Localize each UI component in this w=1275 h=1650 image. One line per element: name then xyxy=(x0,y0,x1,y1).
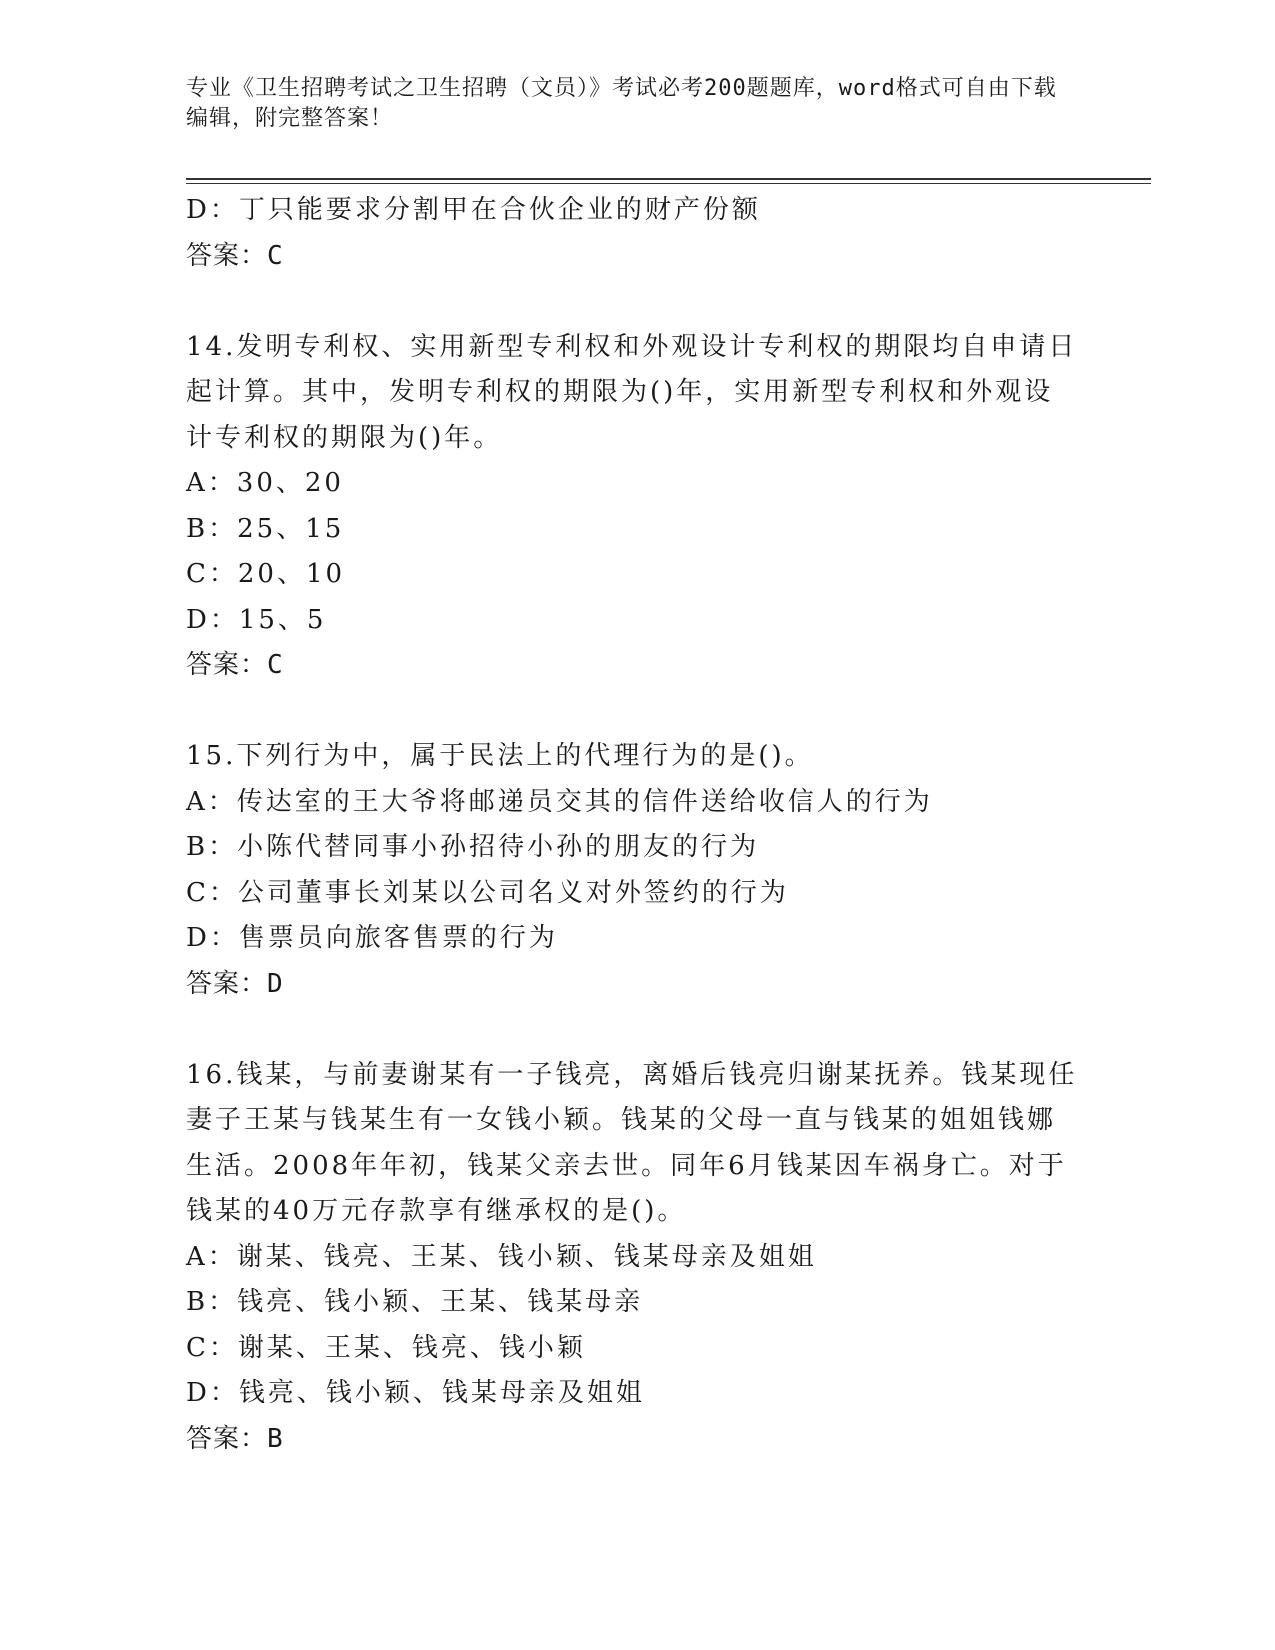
option-b: B：25、15 xyxy=(186,513,345,544)
question-stem-line: 妻子王某与钱某生有一女钱小颖。钱某的父母一直与钱某的姐姐钱娜 xyxy=(186,1105,1057,1135)
spacer xyxy=(186,279,1086,325)
answer: 答案：D xyxy=(186,968,284,999)
question-stem-line: 钱某的40万元存款享有继承权的是()。 xyxy=(186,1196,687,1226)
spacer xyxy=(186,689,1086,735)
spacer xyxy=(186,1007,1086,1053)
question-stem-line: 16.钱某，与前妻谢某有一子钱亮，离婚后钱亮归谢某抚养。钱某现任 xyxy=(186,1059,1078,1090)
answer: 答案：C xyxy=(186,650,284,680)
document-header: 专业《卫生招聘考试之卫生招聘（文员）》考试必考200题题库，word格式可自由下载编辑，附完整答案！ xyxy=(186,76,1057,131)
question-stem-line: 起计算。其中，发明专利权的期限为()年，实用新型专利权和外观设 xyxy=(186,377,1054,407)
option-c: C：公司董事长刘某以公司名义对外签约的行为 xyxy=(186,877,789,908)
header-divider-thin xyxy=(186,183,1151,184)
option-d-continued: D：丁只能要求分割甲在合伙企业的财产份额 xyxy=(186,195,761,225)
option-a: A：30、20 xyxy=(186,468,344,498)
option-d: D：15、5 xyxy=(186,604,327,635)
option-d: D：售票员向旅客售票的行为 xyxy=(186,923,558,953)
question-stem-line: 15.下列行为中，属于民法上的代理行为的是()。 xyxy=(186,741,814,771)
option-d: D：钱亮、钱小颖、钱某母亲及姐姐 xyxy=(186,1378,645,1408)
option-a: A：谢某、钱亮、王某、钱小颖、钱某母亲及姐姐 xyxy=(186,1241,817,1272)
question-stem-line: 计专利权的期限为()年。 xyxy=(186,422,503,453)
option-a: A：传达室的王大爷将邮递员交其的信件送给收信人的行为 xyxy=(186,786,933,817)
question-stem-line: 生活。2008年年初，钱某父亲去世。同年6月钱某因车祸身亡。对于 xyxy=(186,1150,1067,1181)
answer: 答案：B xyxy=(186,1423,284,1454)
option-b: B：小陈代替同事小孙招待小孙的朋友的行为 xyxy=(186,832,760,862)
question-list xyxy=(186,188,1086,1462)
answer-continued: 答案：C xyxy=(186,240,284,271)
option-b: B：钱亮、钱小颖、王某、钱某母亲 xyxy=(186,1287,644,1317)
question-16 xyxy=(186,1053,1086,1463)
header-divider-thick xyxy=(186,178,1151,180)
question-stem-line: 14.发明专利权、实用新型专利权和外观设计专利权的期限均自申请日 xyxy=(186,331,1078,362)
option-c: C：谢某、王某、钱亮、钱小颖 xyxy=(186,1332,586,1363)
question-15 xyxy=(186,734,1086,1007)
option-c: C：20、10 xyxy=(186,559,346,589)
question-14 xyxy=(186,325,1086,689)
